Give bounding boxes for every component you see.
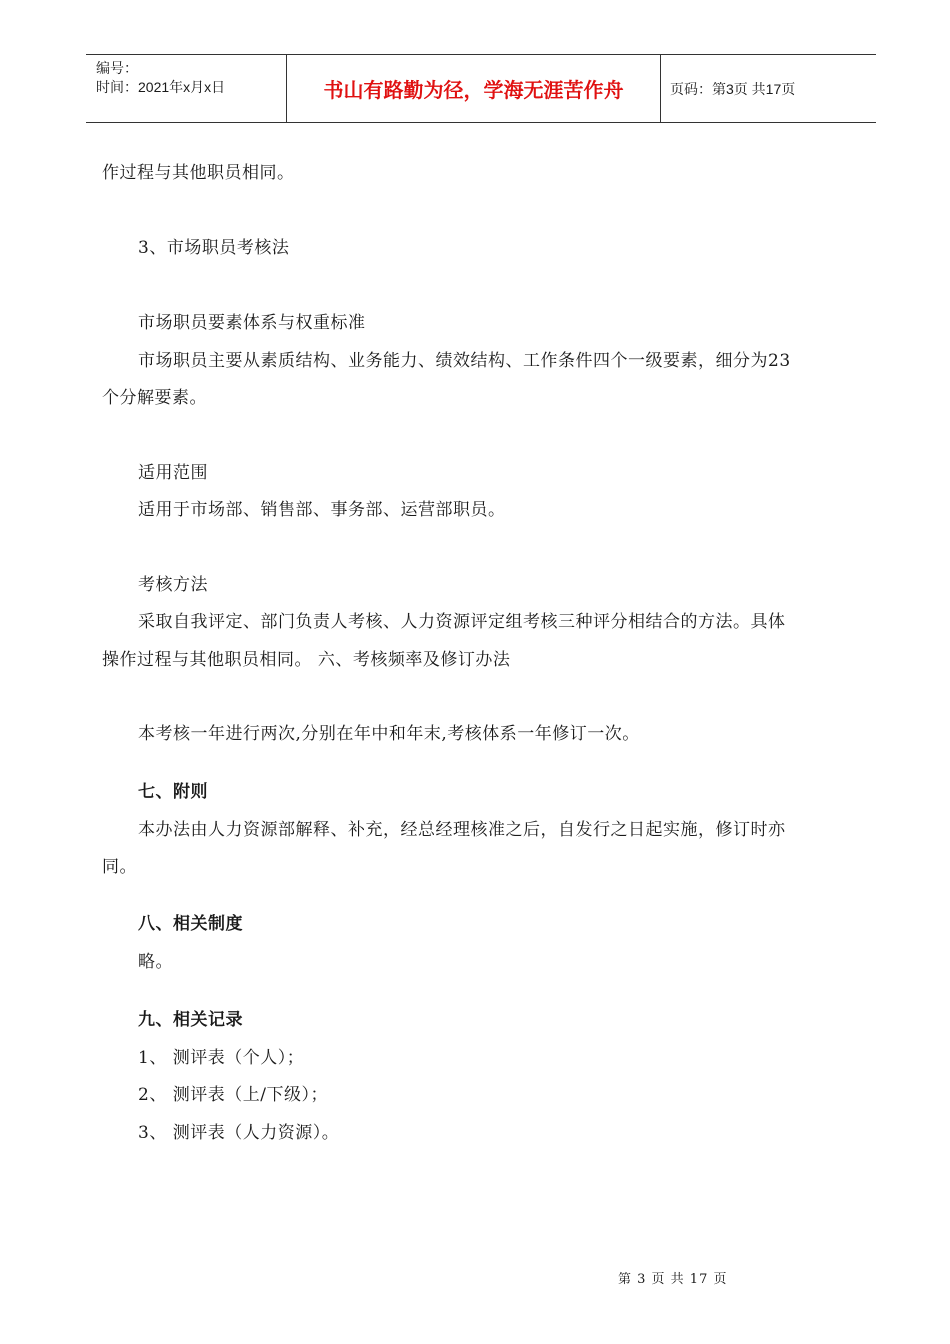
paragraph-line: 个分解要素。 [102,388,207,408]
header-meta [86,55,287,122]
list-item: 3、 测评表（人力资源）。 [138,1123,340,1143]
list-item: 2、 测评表（上/下级）； [138,1085,328,1105]
header-page-info: 页码：第3页 共17页 [670,80,796,97]
paragraph-line: 同。 [102,857,137,877]
page-footer: 第 3 页 共 17 页 [618,1272,728,1287]
paragraph-line: 操作过程与其他职员相同。 六、考核频率及修订办法 [102,650,511,670]
paragraph-line: 作过程与其他职员相同。 [102,163,295,183]
list-item: 1、 测评表（个人）； [138,1048,305,1068]
paragraph-line: 采取自我评定、部门负责人考核、人力资源评定组考核三种评分相结合的方法。具体 [138,612,786,632]
paragraph-line: 本考核一年进行两次,分别在年中和年末,考核体系一年修订一次。 [138,724,640,744]
page-header [86,54,876,123]
paragraph-line: 本办法由人力资源部解释、补充，经总经理核准之后，自发行之日起实施，修订时亦 [138,820,786,840]
subsection-heading: 考核方法 [138,575,208,595]
paragraph-line: 适用于市场部、销售部、事务部、运营部职员。 [138,500,506,520]
section-heading: 3、市场职员考核法 [138,238,290,258]
paragraph-line: 市场职员主要从素质结构、业务能力、绩效结构、工作条件四个一级要素，细分为23 [138,351,791,371]
subsection-heading: 适用范围 [138,463,208,483]
section-heading: 九、相关记录 [138,1010,243,1030]
section-heading: 七、附则 [138,782,208,802]
code-label: 编号： [96,60,138,76]
paragraph-line: 略。 [138,952,173,972]
header-motto: 书山有路勤为径，学海无涯苦作舟 [287,55,661,122]
subsection-heading: 市场职员要素体系与权重标准 [138,313,366,333]
time-label: 时间：2021年x月x日 [96,79,226,95]
section-heading: 八、相关制度 [138,914,243,934]
